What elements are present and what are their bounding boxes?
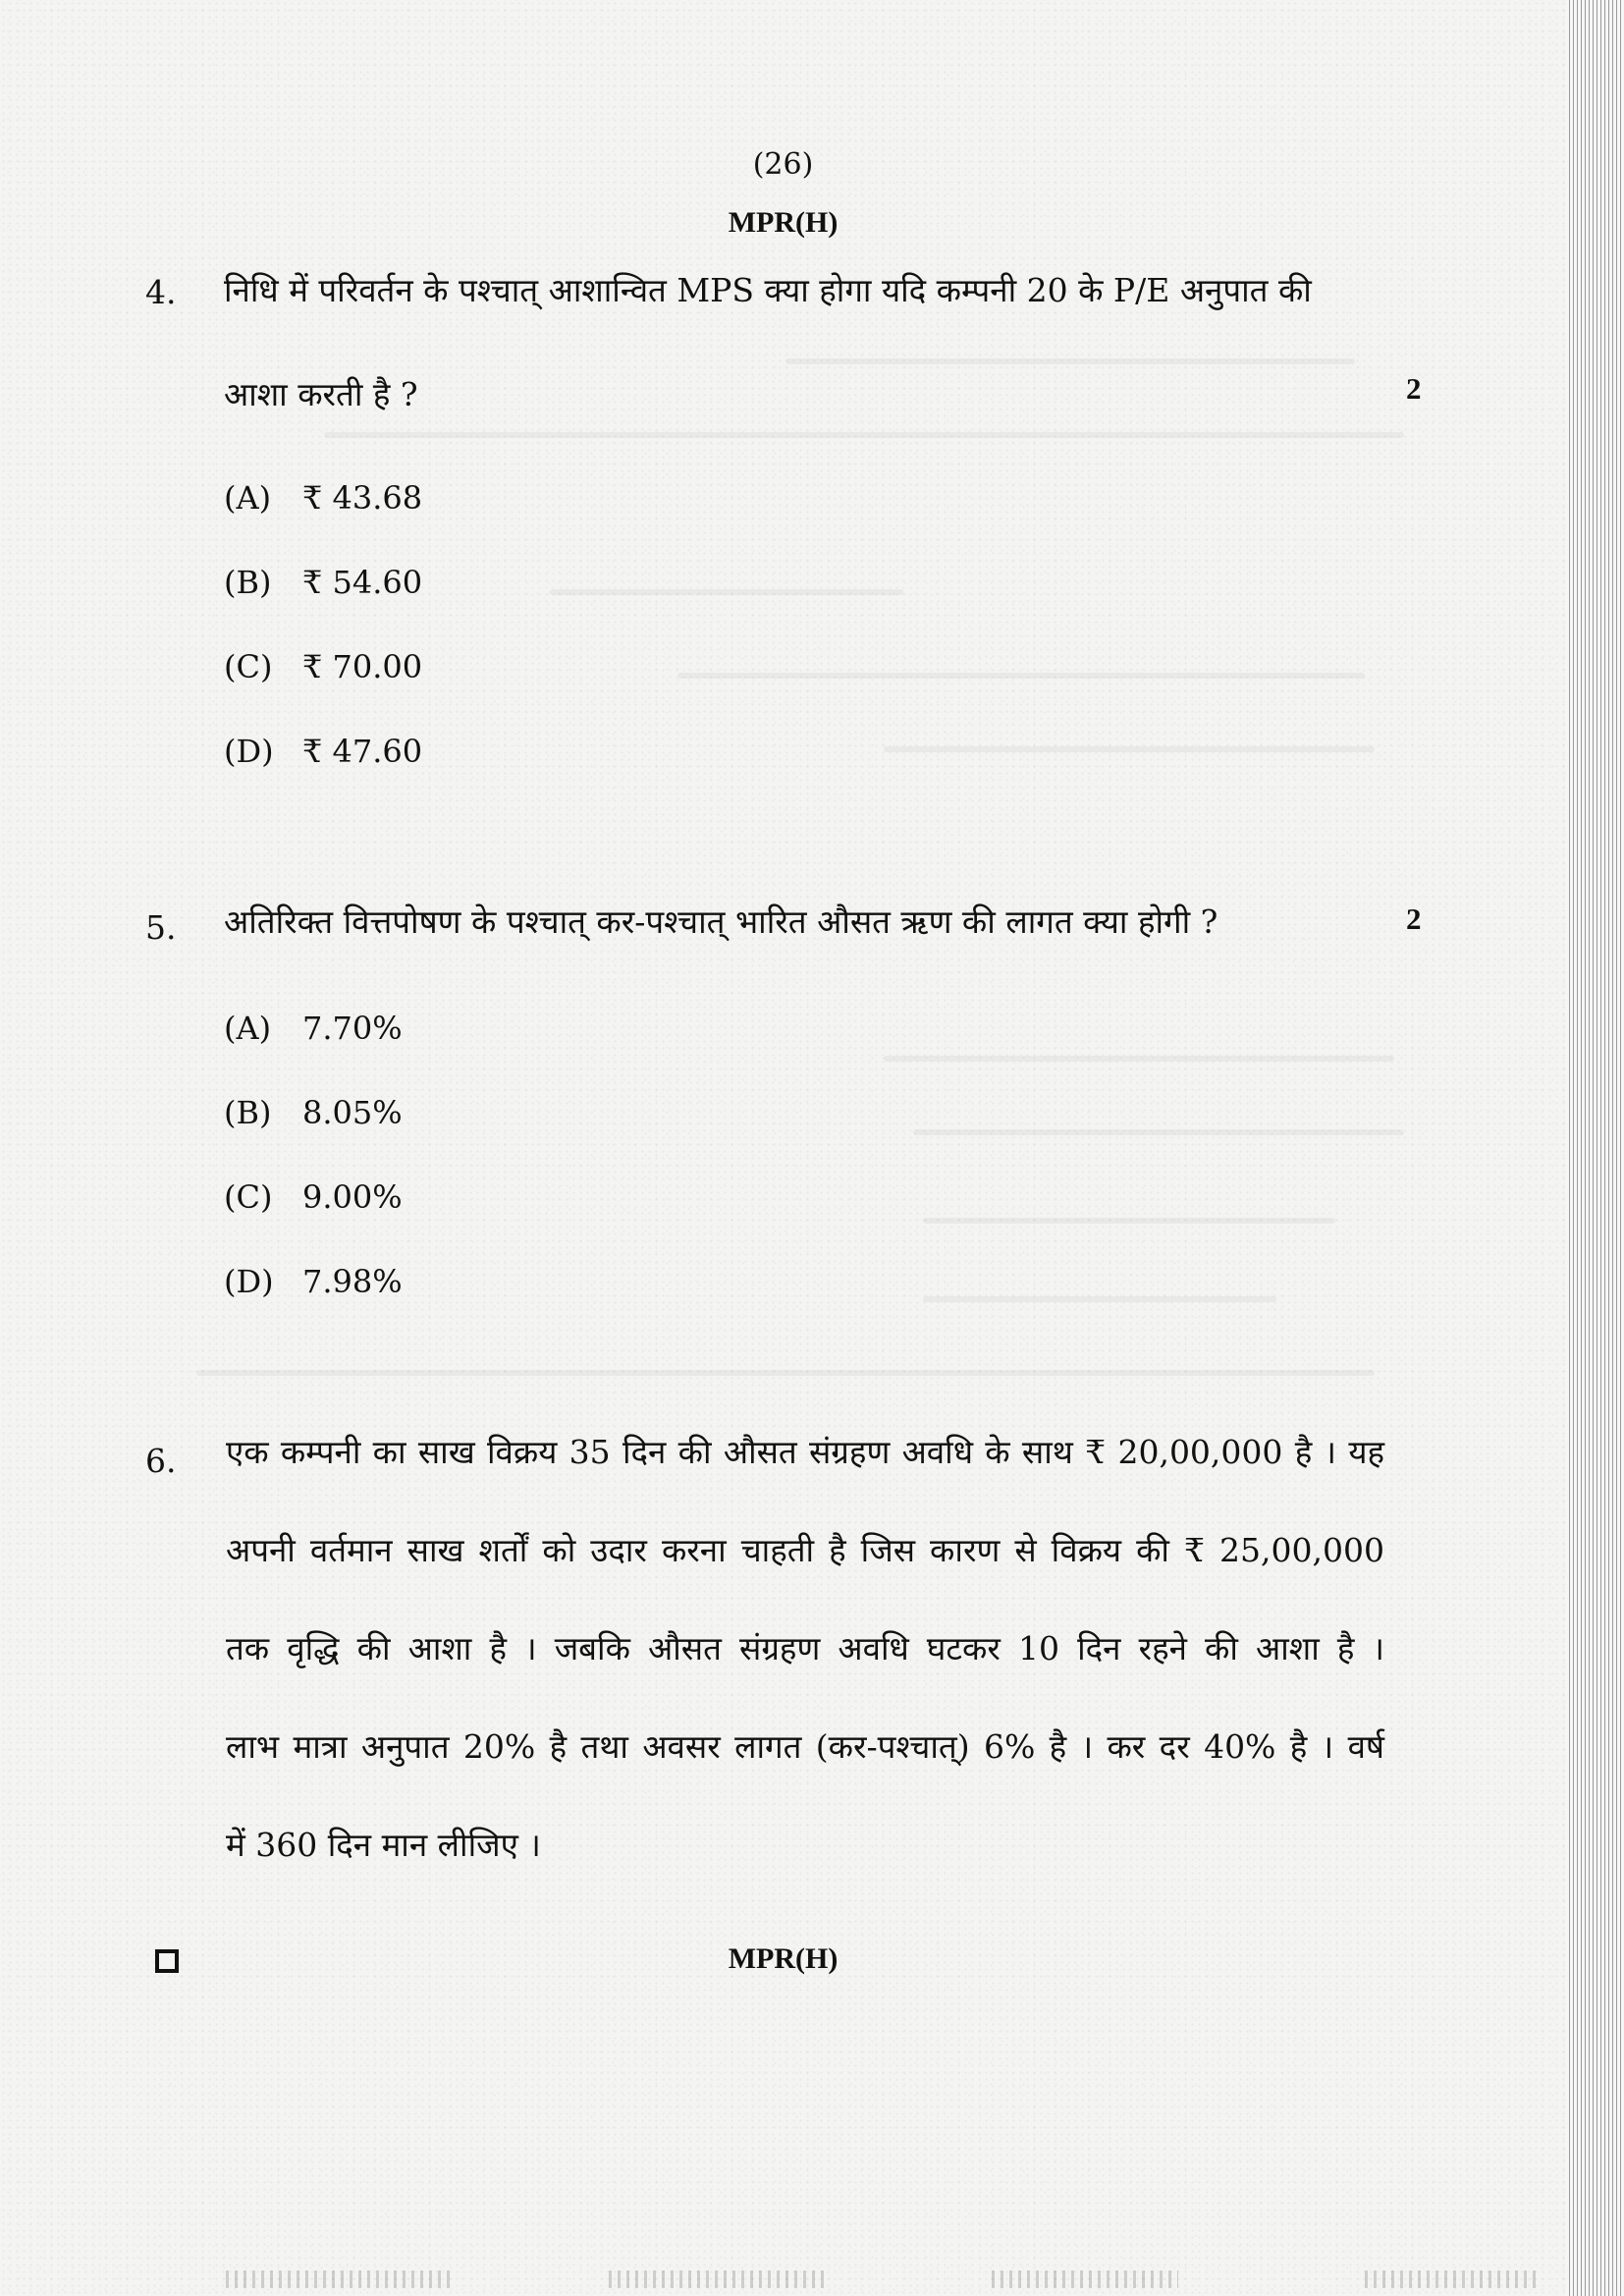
option-letter: (B) bbox=[224, 564, 272, 601]
page-edge-stripes bbox=[1566, 0, 1624, 2296]
option-letter: (A) bbox=[224, 479, 272, 517]
option-text: ₹ 47.60 bbox=[302, 733, 423, 770]
option-text: 7.70% bbox=[302, 1010, 403, 1047]
option-letter: (C) bbox=[224, 1178, 273, 1216]
question-text: अतिरिक्त वित्तपोषण के पश्चात् कर-पश्चात् भारित औसत ऋण की लागत क्या होगी ? bbox=[224, 902, 1218, 941]
show-through-mark bbox=[884, 746, 1375, 752]
option-item bbox=[224, 564, 422, 601]
scan-noise bbox=[992, 2270, 1178, 2288]
question-text: आशा करती है ? bbox=[224, 375, 418, 413]
option-item bbox=[224, 648, 422, 685]
show-through-mark bbox=[677, 673, 1365, 679]
scan-noise bbox=[226, 2270, 452, 2288]
question-marks: 2 bbox=[1406, 371, 1422, 406]
show-through-mark bbox=[913, 1129, 1404, 1135]
option-text: 9.00% bbox=[302, 1178, 403, 1216]
question-text: तक वृद्धि की आशा है । जबकि औसत संग्रहण अवधि घटकर 10 दिन रहने की आशा है । bbox=[226, 1629, 1384, 1667]
show-through-mark bbox=[324, 432, 1404, 438]
option-letter: (A) bbox=[224, 1010, 272, 1047]
scan-noise bbox=[1365, 2270, 1542, 2288]
show-through-mark bbox=[923, 1218, 1335, 1224]
option-text: ₹ 54.60 bbox=[302, 564, 423, 601]
option-text: 8.05% bbox=[302, 1094, 403, 1131]
option-letter: (D) bbox=[224, 733, 274, 770]
question-number: 6. bbox=[145, 1442, 177, 1480]
question-text: अपनी वर्तमान साख शर्तों को उदार करना चाहती है जिस कारण से विक्रय की ₹ 25,00,000 bbox=[226, 1531, 1384, 1569]
question-number: 5. bbox=[145, 908, 177, 947]
option-text: 7.98% bbox=[302, 1263, 403, 1300]
option-letter: (B) bbox=[224, 1094, 272, 1131]
page-number: (26) bbox=[752, 147, 814, 182]
show-through-mark bbox=[550, 589, 903, 595]
question-text: एक कम्पनी का साख विक्रय 35 दिन की औसत संग्रहण अवधि के साथ ₹ 20,00,000 है । यह bbox=[226, 1433, 1384, 1471]
show-through-mark bbox=[785, 358, 1355, 364]
option-letter: (C) bbox=[224, 648, 273, 685]
option-item bbox=[224, 1263, 403, 1300]
option-item bbox=[224, 733, 422, 770]
show-through-mark bbox=[196, 1370, 1375, 1376]
option-item bbox=[224, 479, 422, 517]
question-text: निधि में परिवर्तन के पश्चात् आशान्वित MPS क्या होगा यदि कम्पनी 20 के P/E अनुपात की bbox=[224, 271, 1312, 309]
option-text: ₹ 43.68 bbox=[302, 479, 423, 517]
show-through-mark bbox=[884, 1056, 1394, 1062]
option-item bbox=[224, 1010, 403, 1047]
question-marks: 2 bbox=[1406, 902, 1422, 936]
footer-paper-code: MPR(H) bbox=[728, 1942, 839, 1975]
show-through-mark bbox=[923, 1296, 1276, 1302]
paper-code: MPR(H) bbox=[728, 206, 839, 239]
scan-noise bbox=[609, 2270, 825, 2288]
option-item bbox=[224, 1178, 403, 1216]
option-item bbox=[224, 1094, 403, 1131]
option-text: ₹ 70.00 bbox=[302, 648, 423, 685]
option-letter: (D) bbox=[224, 1263, 274, 1300]
question-number: 4. bbox=[145, 273, 177, 311]
question-text: लाभ मात्रा अनुपात 20% है तथा अवसर लागत (कर-पश्चात्) 6% है । कर दर 40% है । वर्ष bbox=[226, 1727, 1384, 1766]
question-text: में 360 दिन मान लीजिए । bbox=[226, 1826, 541, 1864]
